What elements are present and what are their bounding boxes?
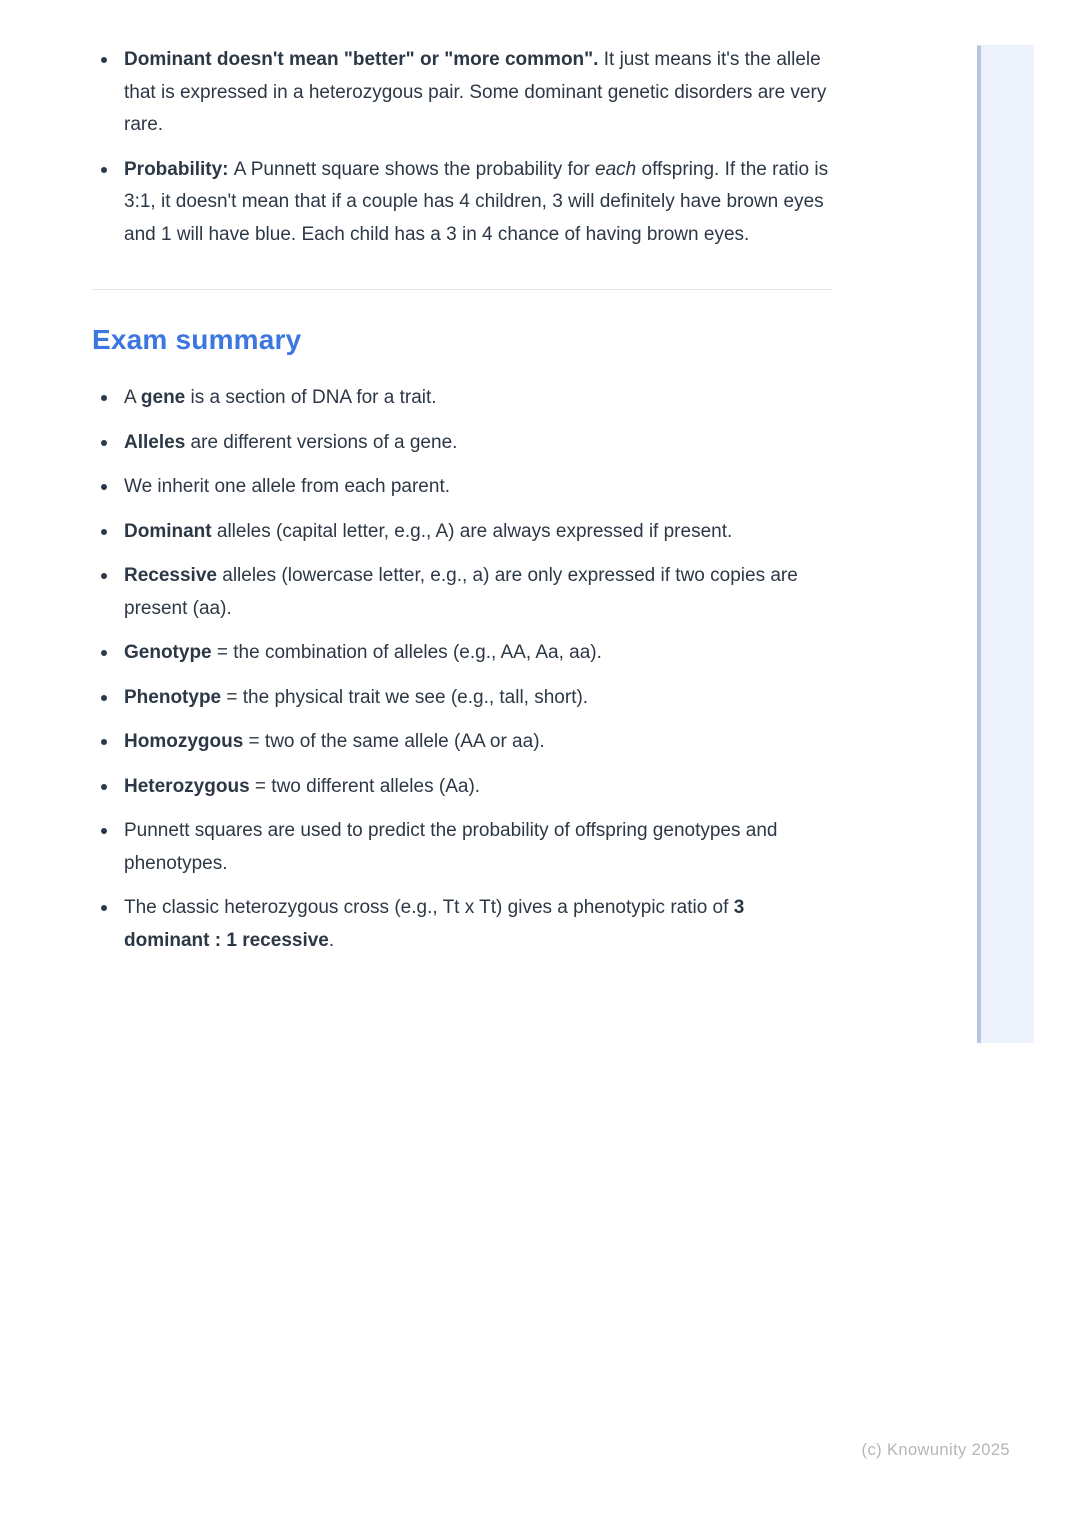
text-segment: = two of the same allele (AA or aa). bbox=[243, 731, 545, 752]
exam-summary-list bbox=[92, 382, 832, 957]
text-segment: alleles (lowercase letter, e.g., a) are only expressed if two copies are present (aa). bbox=[124, 565, 798, 619]
text-segment: . bbox=[328, 929, 335, 951]
text-segment: Homozygous bbox=[124, 731, 244, 752]
text-segment: A Punnett square shows the probability for bbox=[233, 158, 596, 180]
list-item bbox=[92, 427, 832, 460]
text-segment: offspring. If the ratio is 3:1, it doesn't mean that if a couple has 4 children, 3 will definitely have brown eyes and 1 will have blue. Each child has a 3 in 4 chance of having brown eyes. bbox=[124, 158, 829, 245]
list-item bbox=[92, 44, 832, 142]
next-page-preview-strip[interactable] bbox=[977, 45, 1034, 1043]
text-segment: Genotype bbox=[124, 642, 212, 663]
text-segment: 3 dominant : 1 recessive bbox=[124, 897, 745, 951]
text-segment: The classic heterozygous cross (e.g., Tt x Tt) gives a phenotypic ratio of bbox=[124, 897, 734, 918]
text-segment: Alleles bbox=[124, 431, 186, 453]
list-item bbox=[92, 815, 832, 880]
list-item bbox=[92, 726, 832, 759]
text-segment: Recessive bbox=[124, 565, 217, 586]
list-item bbox=[92, 382, 832, 415]
exam-summary-heading: Exam summary bbox=[92, 324, 302, 355]
document-content bbox=[92, 44, 832, 969]
text-segment: Heterozygous bbox=[124, 775, 250, 797]
text-segment: Phenotype bbox=[124, 686, 222, 708]
text-segment: = two different alleles (Aa). bbox=[249, 775, 481, 797]
text-segment: Punnett squares are used to predict the probability of offspring genotypes and phenotypes. bbox=[124, 820, 778, 874]
text-segment: It just means it's the allele that is expressed in a heterozygous pair. Some dominant genetic disorders are very rare. bbox=[124, 49, 827, 135]
text-segment: Dominant doesn't mean "better" or "more common". bbox=[124, 49, 604, 70]
section-divider bbox=[92, 289, 832, 290]
list-item bbox=[92, 637, 832, 670]
text-segment: A bbox=[124, 387, 141, 408]
list-item bbox=[92, 471, 832, 504]
text-segment: alleles (capital letter, e.g., A) are always expressed if present. bbox=[211, 520, 733, 542]
list-item bbox=[92, 892, 832, 957]
copyright-footer: (c) Knowunity 2025 bbox=[861, 1441, 1010, 1459]
list-item bbox=[92, 516, 832, 549]
text-segment: = the physical trait we see (e.g., tall, short). bbox=[221, 686, 589, 708]
text-segment: = the combination of alleles (e.g., AA, Aa, aa). bbox=[211, 642, 602, 663]
text-segment: are different versions of a gene. bbox=[185, 431, 458, 453]
text-segment: is a section of DNA for a trait. bbox=[185, 387, 437, 408]
text-segment: Dominant bbox=[124, 520, 212, 542]
list-item bbox=[92, 771, 832, 804]
text-segment: We inherit one allele from each parent. bbox=[124, 476, 450, 497]
list-item bbox=[92, 682, 832, 715]
text-segment: each bbox=[595, 158, 637, 180]
list-item bbox=[92, 560, 832, 625]
text-segment: gene bbox=[140, 387, 186, 408]
notes-list bbox=[92, 44, 832, 251]
text-segment: Probability: bbox=[124, 158, 234, 180]
list-item bbox=[92, 154, 832, 252]
